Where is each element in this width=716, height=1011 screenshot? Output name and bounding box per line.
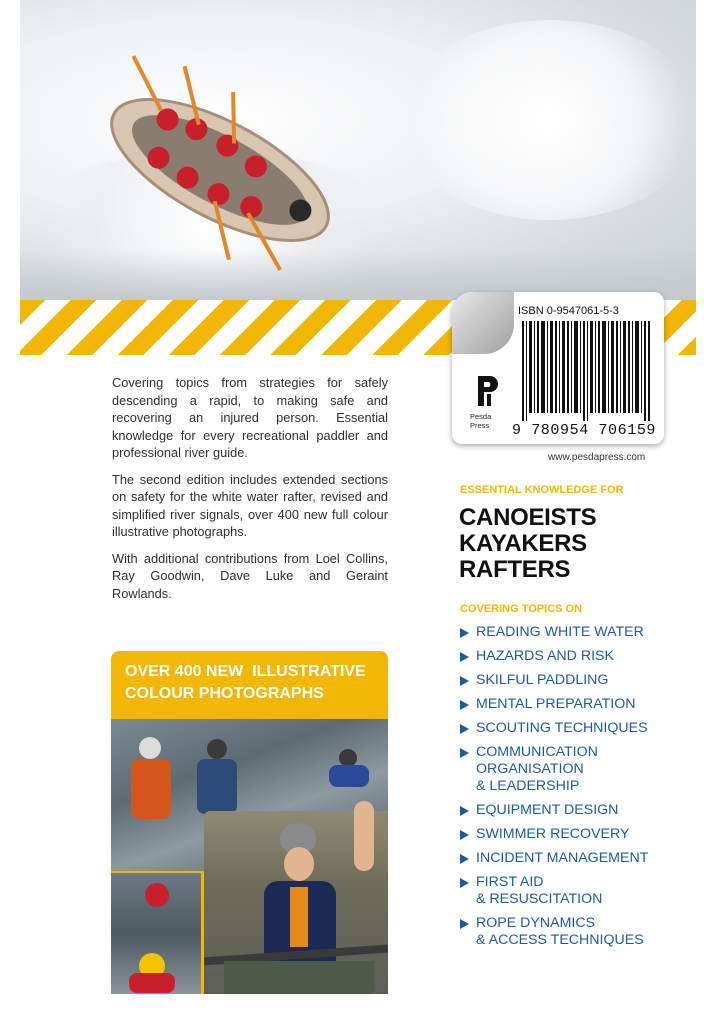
topic-item: SWIMMER RECOVERY: [460, 826, 705, 843]
publisher-name: Pesda Press: [470, 412, 492, 430]
panel-title: OVER 400 NEW ILLUSTRATIVE COLOUR PHOTOGRAPHS: [125, 663, 366, 702]
jacket-detail: [290, 887, 308, 947]
arrow-bullet-icon: [460, 919, 469, 929]
topic-item: HAZARDS AND RISK: [460, 648, 705, 665]
swimmer-photo: [111, 873, 201, 994]
helmet: [207, 739, 227, 759]
description-text: [112, 374, 388, 611]
arrow-bullet-icon: [460, 854, 469, 864]
paddler-drysuit: [197, 759, 237, 814]
peeled-corner: [452, 292, 514, 354]
audience-item: CANOEISTS: [459, 504, 597, 531]
barcode-bars: [522, 321, 650, 421]
topics-list: [460, 624, 705, 956]
description-paragraph: With additional contributions from Loel Collins, Ray Goodwin, Dave Luke and Geraint Rowlands.: [112, 550, 388, 601]
topic-item: FIRST AID & RESUSCITATION: [460, 874, 705, 908]
audience-item: KAYAKERS: [459, 530, 587, 557]
audience-list: [459, 505, 596, 583]
publisher-logo-icon: [474, 374, 498, 408]
arrow-bullet-icon: [460, 748, 469, 758]
isbn-text: ISBN 0-9547061-5-3: [518, 305, 619, 317]
arrow-bullet-icon: [460, 830, 469, 840]
audience-kicker: ESSENTIAL KNOWLEDGE FOR: [460, 484, 624, 496]
topic-item: SKILFUL PADDLING: [460, 672, 705, 689]
topic-item: COMMUNICATION ORGANISATION & LEADERSHIP: [460, 744, 705, 795]
canoeist-signalling-photo: [204, 811, 388, 994]
face: [284, 847, 314, 881]
paddler-drysuit: [131, 759, 171, 819]
arrow-bullet-icon: [460, 652, 469, 662]
topic-item: INCIDENT MANAGEMENT: [460, 850, 705, 867]
topic-item: EQUIPMENT DESIGN: [460, 802, 705, 819]
buoyancy-aid: [129, 973, 175, 993]
description-paragraph: Covering topics from strategies for safely descending a rapid, to making safe and recovering an injured person. Essential knowledge for every recreational paddler and professional river guide.: [112, 375, 388, 460]
helmet: [139, 737, 161, 759]
publisher-url: www.pesdapress.com: [548, 452, 646, 463]
topic-item: ROPE DYNAMICS & ACCESS TECHNIQUES: [460, 915, 705, 949]
ean-number: 9 780954 706159: [512, 422, 657, 439]
arrow-bullet-icon: [460, 878, 469, 888]
hero-rafting-photo: [20, 0, 696, 300]
description-paragraph: The second edition includes extended sections on safety for the white water rafter, revised and simplified river signals, over 400 new full colour illustrative photographs.: [112, 471, 388, 539]
helmet: [145, 883, 169, 907]
topic-item: READING WHITE WATER: [460, 624, 705, 641]
audience-item: RAFTERS: [459, 556, 571, 583]
barcode-label: [452, 292, 664, 444]
arrow-bullet-icon: [460, 806, 469, 816]
arrow-bullet-icon: [460, 676, 469, 686]
topic-item: MENTAL PREPARATION: [460, 696, 705, 713]
topic-item: SCOUTING TECHNIQUES: [460, 720, 705, 737]
swimmer: [329, 765, 369, 787]
raised-hand: [354, 801, 374, 871]
arrow-bullet-icon: [460, 700, 469, 710]
canoe-hull: [224, 961, 374, 994]
arrow-bullet-icon: [460, 628, 469, 638]
arrow-bullet-icon: [460, 724, 469, 734]
photos-panel: [111, 651, 388, 994]
raft-illustration: [20, 0, 696, 300]
topics-heading: COVERING TOPICS ON: [460, 603, 583, 615]
